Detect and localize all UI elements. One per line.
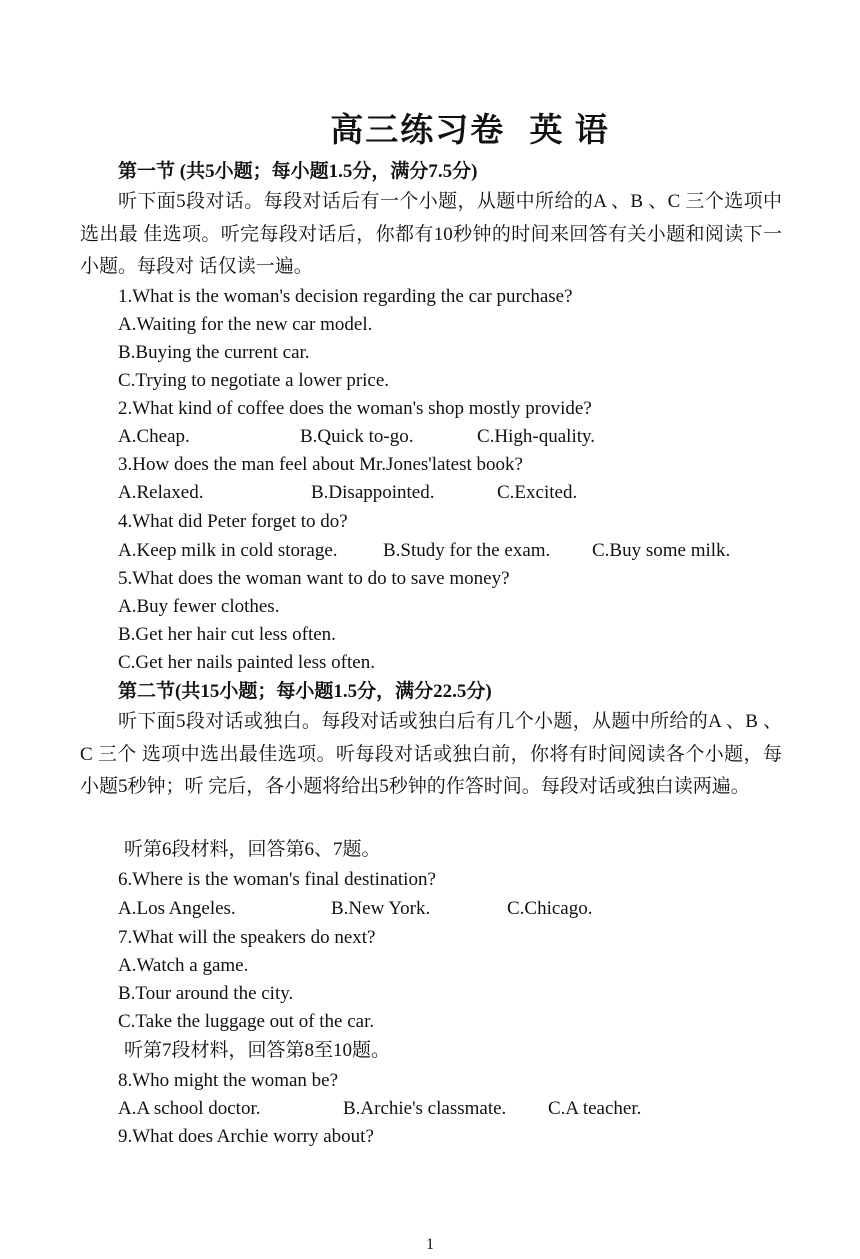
section2-instructions: 听下面5段对话或独白。每段对话或独白后有几个小题，从题中所给的A 、B 、C 三个 选项中选出最佳选项。听每段对话或独白前，你将有时间阅读各个小题，每小题5秒钟；听 完后，各小题将给出5秒钟的作答时间。每段对话或独白读两遍。 bbox=[80, 711, 782, 797]
q8-option-b: B.Archie's classmate. bbox=[343, 1098, 507, 1119]
q2-option-a: A.Cheap. bbox=[118, 426, 190, 447]
q4-option-a: A.Keep milk in cold storage. bbox=[118, 540, 338, 561]
q5-option-b: B.Get her hair cut less often. bbox=[118, 624, 336, 645]
question-5: 5.What does the woman want to do to save money? bbox=[118, 568, 510, 589]
question-9: 9.What does Archie worry about? bbox=[118, 1126, 374, 1147]
material-6-note: 听第6段材料，回答第6、7题。 bbox=[124, 839, 381, 860]
material-7-note: 听第7段材料，回答第8至10题。 bbox=[124, 1040, 391, 1061]
question-3: 3.How does the man feel about Mr.Jones'latest book? bbox=[118, 454, 523, 475]
q3-option-a: A.Relaxed. bbox=[118, 482, 204, 503]
section1-heading: 第一节 (共5小题；每小题1.5分，满分7.5分) bbox=[118, 161, 478, 182]
q7-option-a: A.Watch a game. bbox=[118, 955, 249, 976]
title-main: 高三练习卷 bbox=[330, 113, 506, 149]
question-8: 8.Who might the woman be? bbox=[118, 1070, 339, 1091]
title-subject: 英 语 bbox=[529, 113, 610, 149]
q6-option-b: B.New York. bbox=[331, 898, 431, 919]
page-title bbox=[0, 104, 860, 151]
page-number: 1 bbox=[426, 1236, 434, 1253]
q6-option-c: C.Chicago. bbox=[507, 898, 593, 919]
q3-option-c: C.Excited. bbox=[497, 482, 578, 503]
question-6: 6.Where is the woman's final destination? bbox=[118, 869, 436, 890]
q8-option-a: A.A school doctor. bbox=[118, 1098, 261, 1119]
section1-instructions: 听下面5段对话。每段对话后有一个小题，从题中所给的A 、B 、C 三个选项中选出最 佳选项。听完每段对话后，你都有10秒钟的时间来回答有关小题和阅读下一小题。每段对 话仅读一遍。 bbox=[80, 191, 782, 277]
q8-option-c: C.A teacher. bbox=[548, 1098, 642, 1119]
question-7: 7.What will the speakers do next? bbox=[118, 927, 376, 948]
question-1: 1.What is the woman's decision regarding the car purchase? bbox=[118, 286, 573, 307]
q3-option-b: B.Disappointed. bbox=[311, 482, 435, 503]
question-4: 4.What did Peter forget to do? bbox=[118, 511, 348, 532]
q5-option-c: C.Get her nails painted less often. bbox=[118, 652, 375, 673]
q6-option-a: A.Los Angeles. bbox=[118, 898, 236, 919]
q4-option-c: C.Buy some milk. bbox=[592, 540, 731, 561]
q7-option-c: C.Take the luggage out of the car. bbox=[118, 1011, 375, 1032]
q2-option-b: B.Quick to-go. bbox=[300, 426, 414, 447]
q1-option-c: C.Trying to negotiate a lower price. bbox=[118, 370, 390, 391]
q1-option-b: B.Buying the current car. bbox=[118, 342, 310, 363]
q4-option-b: B.Study for the exam. bbox=[383, 540, 551, 561]
q2-option-c: C.High-quality. bbox=[477, 426, 596, 447]
section2-heading: 第二节(共15小题；每小题1.5分，满分22.5分) bbox=[118, 681, 492, 702]
q1-option-a: A.Waiting for the new car model. bbox=[118, 314, 373, 335]
q5-option-a: A.Buy fewer clothes. bbox=[118, 596, 280, 617]
q7-option-b: B.Tour around the city. bbox=[118, 983, 294, 1004]
question-2: 2.What kind of coffee does the woman's shop mostly provide? bbox=[118, 398, 592, 419]
